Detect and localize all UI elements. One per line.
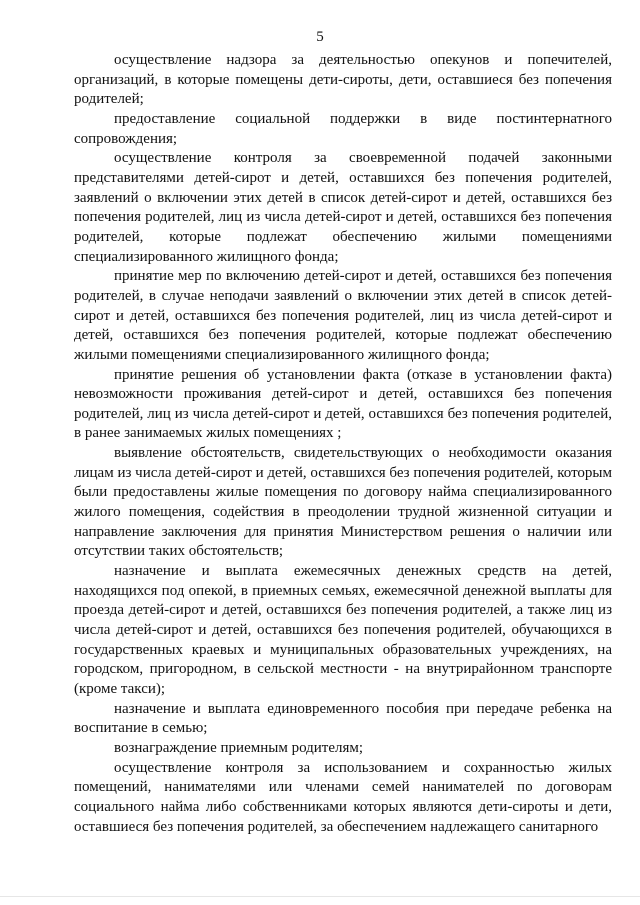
paragraph-circumstances-identification: выявление обстоятельств, свидетельствующих о необходимости оказания лицам из числа детей-сирот и детей, оставшихся без попечения родителей, которым были предоставлены жилые помещения по договору найма специализированного жилого помещения, содействия в преодолении трудной жизненной ситуации и направление заключения для принятия Министерством решения о наличии или отсутствии таких обстоятельств; [74, 445, 612, 560]
paragraph-foster-remuneration: вознаграждение приемным родителям; [114, 739, 364, 756]
paragraph-social-support: предоставление социальной поддержки в виде постинтернатного сопровождения; [74, 110, 612, 147]
page-bottom-edge [0, 896, 640, 897]
paragraph-housing-control: осуществление контроля за использованием и сохранностью жилых помещений, нанимателями или членами семей нанимателей по договорам социального найма либо собственниками которых являются дети-сироты и дети, оставшиеся без попечения родителей, за обеспечением надлежащего санитарного [74, 759, 612, 835]
page-number: 5 [316, 29, 324, 45]
paragraph-monthly-payments: назначение и выплата ежемесячных денежных средств на детей, находящихся под опекой, в приемных семьях, ежемесячной денежной выплаты для проезда детей-сирот и детей, оставшихся без попечения родителей, а также лиц из числа детей-сирот и детей, оставшихся без попечения родителей, обучающихся в государственных краевых и муниципальных образовательных учреждениях, на городском, пригородном, в сельской местности - на внутрирайонном транспорте (кроме такси); [74, 563, 612, 697]
paragraph-supervision: осуществление надзора за деятельностью опекунов и попечителей, организаций, в которые помещены дети-сироты, дети, оставшиеся без попечения родителей; [74, 52, 612, 108]
document-body [74, 51, 612, 837]
paragraph-fact-establishment: принятие решения об установлении факта (отказе в установлении факта) невозможности проживания детей-сирот и детей, оставшихся без попечения родителей, лиц из числа детей-сирот и детей, оставшихся без попечения родителей, в ранее занимаемых жилых помещениях ; [74, 366, 612, 442]
paragraph-control-applications: осуществление контроля за своевременной подачей законными представителями детей-сирот и детей, оставшихся без попечения родителей, заявлений о включении этих детей в список детей-сирот и детей, оставшихся без попечения родителей, лиц из числа детей-сирот и детей, оставшихся без попечения родителей, которые подлежат обеспечению жилыми помещениями специализированного жилищного фонда; [74, 150, 612, 265]
paragraph-inclusion-measures: принятие мер по включению детей-сирот и детей, оставшихся без попечения родителей, в случае неподачи заявлений о включении этих детей в список детей-сирот и детей, оставшихся без попечения родителей, лиц из числа детей-сирот и детей, оставшихся без попечения родителей, которые подлежат обеспечению жилыми помещениями специализированного жилищного фонда; [74, 268, 612, 363]
paragraph-lump-sum-benefit: назначение и выплата единовременного пособия при передаче ребенка на воспитание в семью; [74, 700, 612, 737]
